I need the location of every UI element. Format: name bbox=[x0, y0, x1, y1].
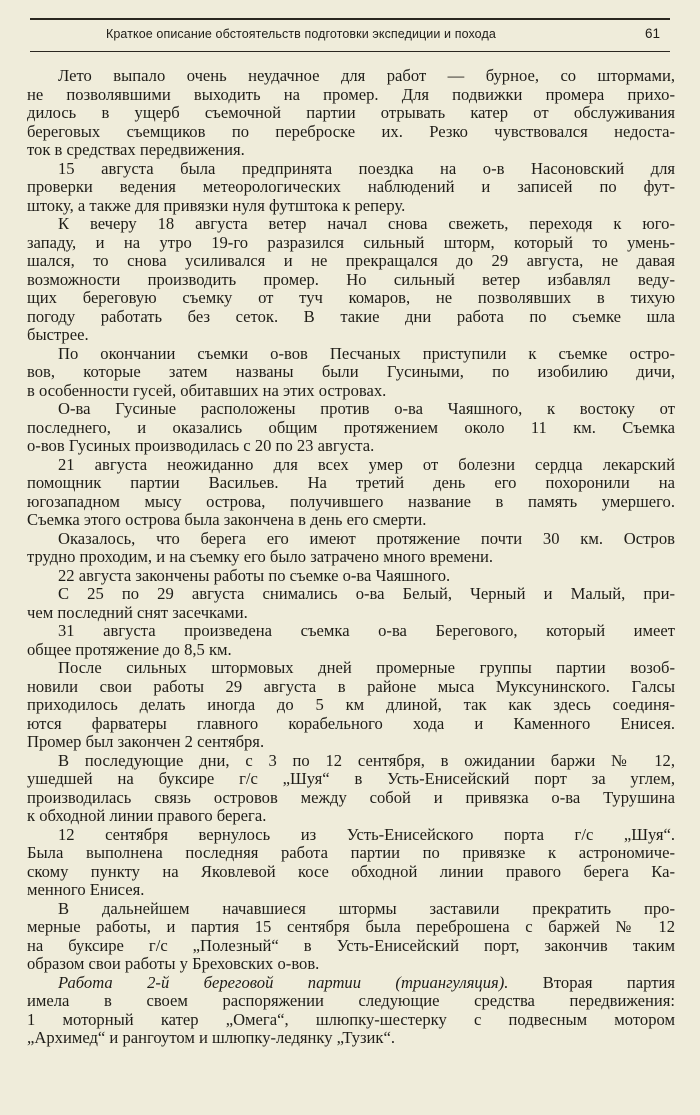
text-line: 15 августа была предпринята поездка на о-в Насоновский для bbox=[58, 158, 675, 178]
text-line: менного Енисея. bbox=[27, 880, 145, 899]
text-line: Была выполнена последняя работа партии по привязке к астрономиче- bbox=[27, 843, 675, 862]
text-line: вов, которые затем названы были Гусиными, по изобилию дичи, bbox=[27, 362, 675, 381]
text-line: шался, то снова усиливался и не прекращался до 29 августа, не давая bbox=[27, 251, 675, 270]
text-line: 21 августа неожиданно для всех умер от болезни сердца лекарский bbox=[58, 454, 675, 474]
paragraph bbox=[27, 824, 675, 900]
text-line: „Архимед“ и рангоутом и шлюпку-ледянку „Тузик“. bbox=[27, 1028, 396, 1047]
text-line: 1 моторный катер „Омега“, шлюпку-шестерку с подвесным мотором bbox=[27, 1009, 675, 1029]
text-line: в особенности гусей, обитавших на этих островах. bbox=[27, 380, 387, 400]
text-line: проверки ведения метеорологических наблюдений и записей по фут- bbox=[27, 177, 675, 196]
text-line: береговых съемщиков по переброске их. Резко чувствовался недоста- bbox=[27, 121, 675, 141]
paragraph bbox=[27, 158, 675, 216]
text-line: возможности производить промер. Но сильный ветер избавлял веду- bbox=[27, 269, 675, 289]
text-line: югозападном мысу острова, получившего название в память умершего. bbox=[27, 491, 675, 511]
text-line: образом свои работы у Бреховских о-вов. bbox=[27, 954, 320, 973]
paragraph bbox=[27, 528, 675, 567]
italic-heading: Работа 2-й береговой партии (триангуляция). bbox=[58, 972, 509, 992]
page-number: 61 bbox=[644, 26, 660, 41]
text-line: трудно проходим, и на съемку его было затрачено много времени. bbox=[27, 547, 494, 566]
body-text bbox=[27, 66, 675, 1048]
paragraph bbox=[27, 66, 675, 160]
text-line: производилась связь островов между собой и привязка о-ва Турушина bbox=[27, 787, 675, 807]
text-line: По окончании съемки о-вов Песчаных приступили к съемке остро- bbox=[58, 343, 675, 363]
paragraph bbox=[27, 658, 675, 752]
text-line: последнего, и оказались общим протяжением около 11 км. Съемка bbox=[27, 417, 675, 437]
paragraph bbox=[58, 567, 675, 586]
paragraph bbox=[27, 214, 675, 345]
text-line: 31 августа произведена съемка о-ва Берегового, который имеет bbox=[58, 621, 675, 640]
text-line: на буксире г/с „Полезный“ в Усть-Енисейский порт, закончив таким bbox=[27, 935, 675, 955]
paragraph bbox=[27, 584, 675, 622]
text-line: В дальнейшем начавшиеся штормы заставили прекратить про- bbox=[58, 898, 675, 918]
text-line: После сильных штормовых дней промерные группы партии возоб- bbox=[58, 658, 675, 677]
text-line: Оказалось, что берега его имеют протяжение почти 30 км. Остров bbox=[58, 528, 675, 548]
text-line: В последующие дни, с 3 по 12 сентября, в ожидании баржи № 12, bbox=[58, 750, 675, 770]
text-line: дилось в ущерб съемочной партии отрывать катер от обслуживания bbox=[27, 103, 675, 122]
text-line: Лето выпало очень неудачное для работ — бурное, со штормами, bbox=[58, 66, 675, 85]
text-line: 22 августа закончены работы по съемке о-ва Чаяшного. bbox=[58, 565, 451, 585]
text-line: Промер был закончен 2 сентября. bbox=[27, 732, 265, 751]
text-line: погоду работать без сеток. В такие дни работа по съемке шла bbox=[27, 306, 675, 326]
text-line: быстрее. bbox=[27, 325, 89, 344]
text-line bbox=[58, 974, 675, 993]
text-line: К вечеру 18 августа ветер начал снова свежеть, переходя к юго- bbox=[58, 214, 675, 233]
text-line: мерные работы, и партия 15 сентября была переброшена с баржей № 12 bbox=[27, 917, 675, 936]
text-line: Съемка этого острова была закончена в день его смерти. bbox=[27, 510, 427, 529]
text-line: новили свои работы 29 августа в районе мыса Муксунинского. Галсы bbox=[27, 676, 675, 696]
text-line: приходилось делать иногда до 5 км длиной, так как здесь соединя- bbox=[27, 695, 675, 714]
text-line: чем последний снят засечками. bbox=[27, 602, 248, 622]
paragraph bbox=[27, 343, 675, 401]
text-line: ток в средствах передвижения. bbox=[27, 140, 245, 159]
text-line: помощник партии Васильев. На третий день его похоронили на bbox=[27, 473, 675, 492]
text-line: о-вов Гусиных производилась с 20 по 23 августа. bbox=[27, 436, 375, 455]
text-line: к обходной линии правого берега. bbox=[27, 806, 267, 825]
text-line: О-ва Гусиные расположены против о-ва Чаяшного, к востоку от bbox=[58, 399, 675, 418]
paragraph bbox=[27, 898, 675, 974]
text-line: не позволявшими выходить на промер. Для подвижки промера прихо- bbox=[27, 84, 675, 104]
text-line: штоку, а также для привязки нуля футштока к реперу. bbox=[27, 195, 406, 215]
running-header bbox=[30, 18, 670, 52]
running-header-title: Краткое описание обстоятельств подготовки экспедиции и похода bbox=[106, 27, 496, 41]
text-line: 12 сентября вернулось из Усть-Енисейского порта г/с „Шуя“. bbox=[58, 824, 675, 844]
paragraph bbox=[27, 454, 675, 530]
text-line: общее протяжение до 8,5 км. bbox=[27, 639, 232, 659]
text-line: западу, и на утро 19-го разразился сильный шторм, который то умень- bbox=[27, 232, 675, 252]
text-line: С 25 по 29 августа снимались о-ва Белый, Черный и Малый, при- bbox=[58, 584, 675, 603]
paragraph bbox=[27, 972, 675, 1048]
paragraph bbox=[27, 621, 675, 659]
text-line: ушедшей на буксире г/с „Шуя“ в Усть-Енисейский порт за углем, bbox=[27, 769, 675, 788]
text-line-rest: Вторая партия bbox=[508, 972, 675, 992]
paragraph bbox=[27, 750, 675, 826]
text-line: имела в своем распоряжении следующие средства передвижения: bbox=[27, 991, 675, 1010]
paragraph bbox=[27, 399, 675, 456]
text-line: скому пункту на Яковлевой косе обходной линии правого берега Ка- bbox=[27, 861, 675, 881]
text-line: щих береговую съемку от туч комаров, не позволявших в тихую bbox=[27, 288, 675, 307]
text-line: ются фарватеры главного корабельного хода и Каменного Енисея. bbox=[27, 713, 675, 733]
